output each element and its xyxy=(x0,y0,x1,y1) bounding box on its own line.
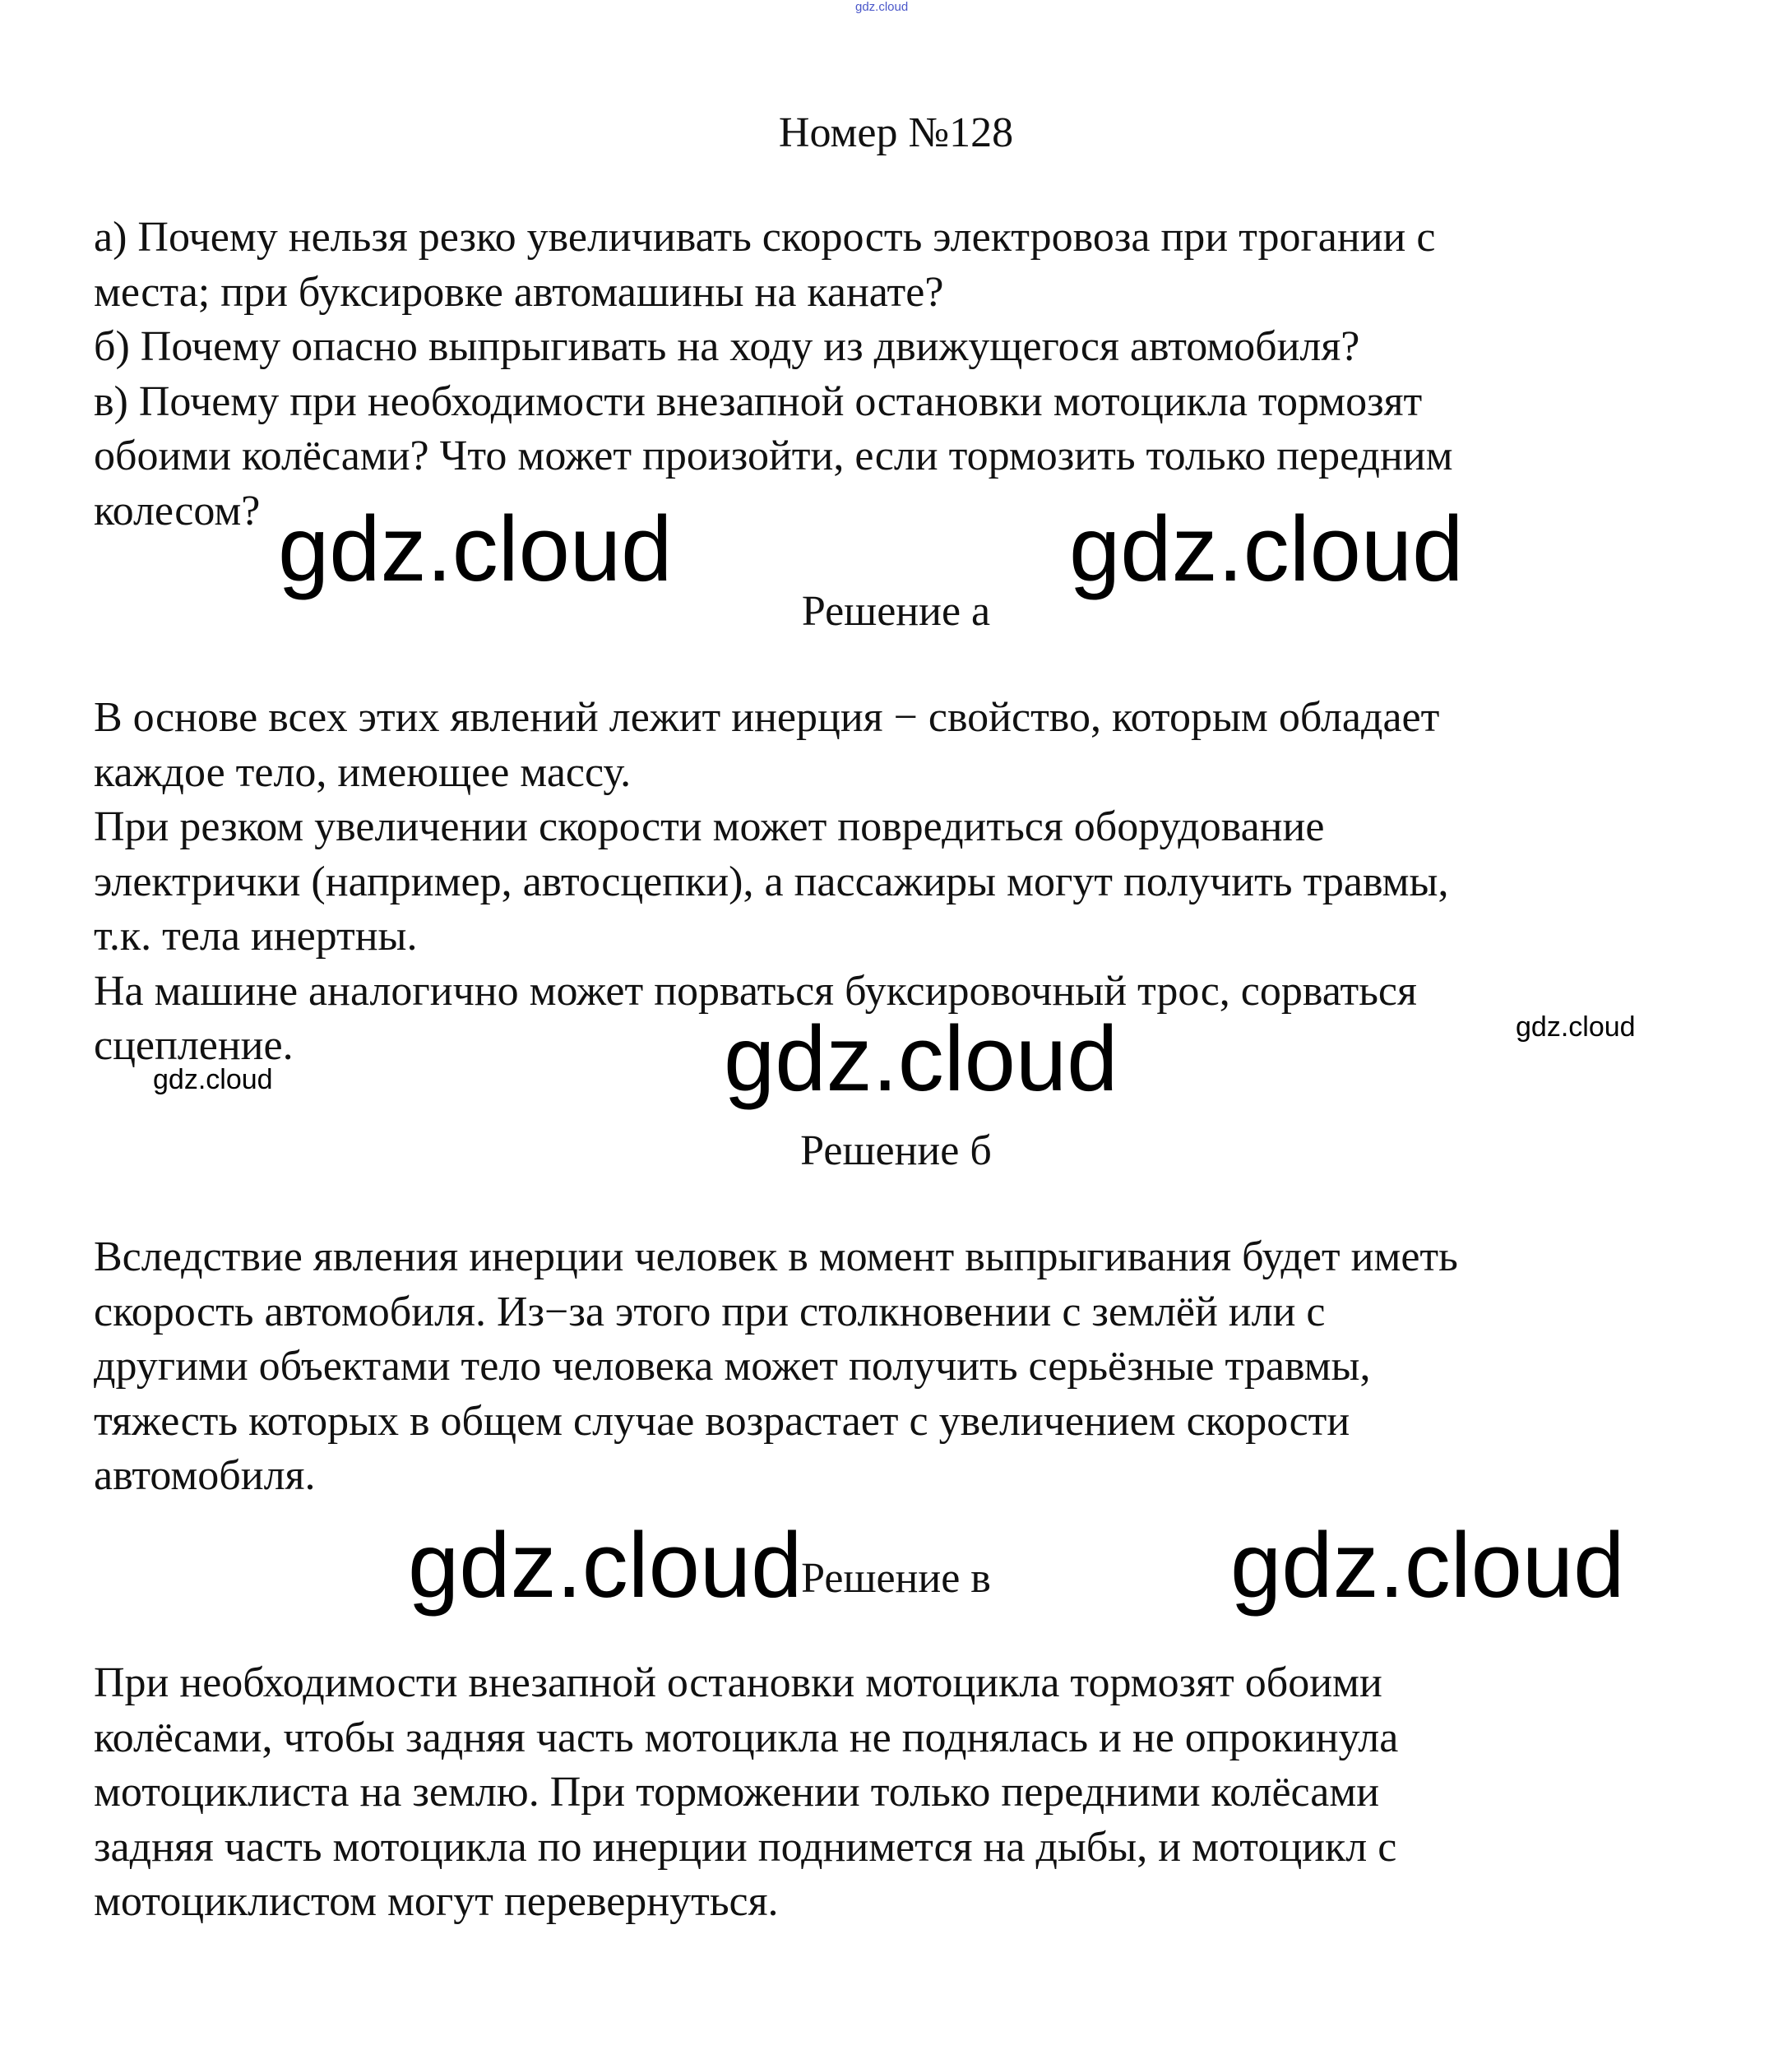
watermark: gdz.cloud xyxy=(1230,1514,1625,1617)
solution-b-text xyxy=(94,1230,1722,1504)
solution-b-line: другими объектами тело человека может получить серьёзные травмы, xyxy=(94,1343,1371,1390)
solution-b-line: автомобиля. xyxy=(94,1452,316,1499)
solution-c-line: мотоциклиста на землю. При торможении только передними колёсами xyxy=(94,1769,1380,1816)
solution-a-line: При резком увеличении скорости может повредиться оборудование xyxy=(94,803,1325,850)
solution-a-line: сцепление. xyxy=(94,1022,294,1069)
question-line: б) Почему опасно выпрыгивать на ходу из движущегося автомобиля? xyxy=(94,323,1360,370)
solution-a-line: т.к. тела инертны. xyxy=(94,913,418,960)
solution-a-heading: Решение а xyxy=(801,588,991,635)
question-line: обоими колёсами? Что может произойти, если тормозить только передним xyxy=(94,433,1453,479)
solution-c-line: При необходимости внезапной остановки мотоцикла тормозят обоими xyxy=(94,1659,1382,1706)
solution-c-line: мотоциклистом могут перевернуться. xyxy=(94,1878,779,1925)
watermark: gdz.cloud xyxy=(724,1007,1118,1110)
solution-b-line: скорость автомобиля. Из−за этого при столкновении с землёй или с xyxy=(94,1288,1326,1335)
solution-c-line: задняя часть мотоцикла по инерции поднимется на дыбы, и мотоцикл с xyxy=(94,1823,1397,1871)
watermark: gdz.cloud xyxy=(278,497,673,600)
question-line: а) Почему нельзя резко увеличивать скорость электровоза при трогании с xyxy=(94,214,1436,261)
solution-b-line: Вследствие явления инерции человек в момент выпрыгивания будет иметь xyxy=(94,1233,1458,1280)
watermark: gdz.cloud xyxy=(153,1064,273,1095)
solution-b-heading: Решение б xyxy=(800,1127,992,1174)
solution-a-line: На машине аналогично может порваться буксировочный трос, сорваться xyxy=(94,967,1417,1015)
top-watermark: gdz.cloud xyxy=(855,0,909,14)
watermark: gdz.cloud xyxy=(1069,497,1464,600)
page-title: Номер №128 xyxy=(778,109,1014,156)
watermark: gdz.cloud xyxy=(408,1514,803,1617)
question-line: места; при буксировке автомашины на канате? xyxy=(94,268,944,316)
question-line: колесом? xyxy=(94,487,261,534)
solution-c-text xyxy=(94,1656,1722,1930)
watermark: gdz.cloud xyxy=(1516,1011,1636,1043)
solution-c-heading: Решение в xyxy=(801,1555,991,1602)
solution-a-line: каждое тело, имеющее массу. xyxy=(94,748,632,796)
solution-c-line: колёсами, чтобы задняя часть мотоцикла не поднялась и не опрокинула xyxy=(94,1714,1399,1761)
question-text xyxy=(94,211,1722,539)
solution-a-line: В основе всех этих явлений лежит инерция − свойство, которым обладает xyxy=(94,694,1440,741)
solution-b-line: тяжесть которых в общем случае возрастает с увеличением скорости xyxy=(94,1397,1350,1445)
solution-a-line: электрички (например, автосцепки), а пассажиры могут получить травмы, xyxy=(94,858,1449,905)
question-line: в) Почему при необходимости внезапной остановки мотоцикла тормозят xyxy=(94,377,1423,425)
